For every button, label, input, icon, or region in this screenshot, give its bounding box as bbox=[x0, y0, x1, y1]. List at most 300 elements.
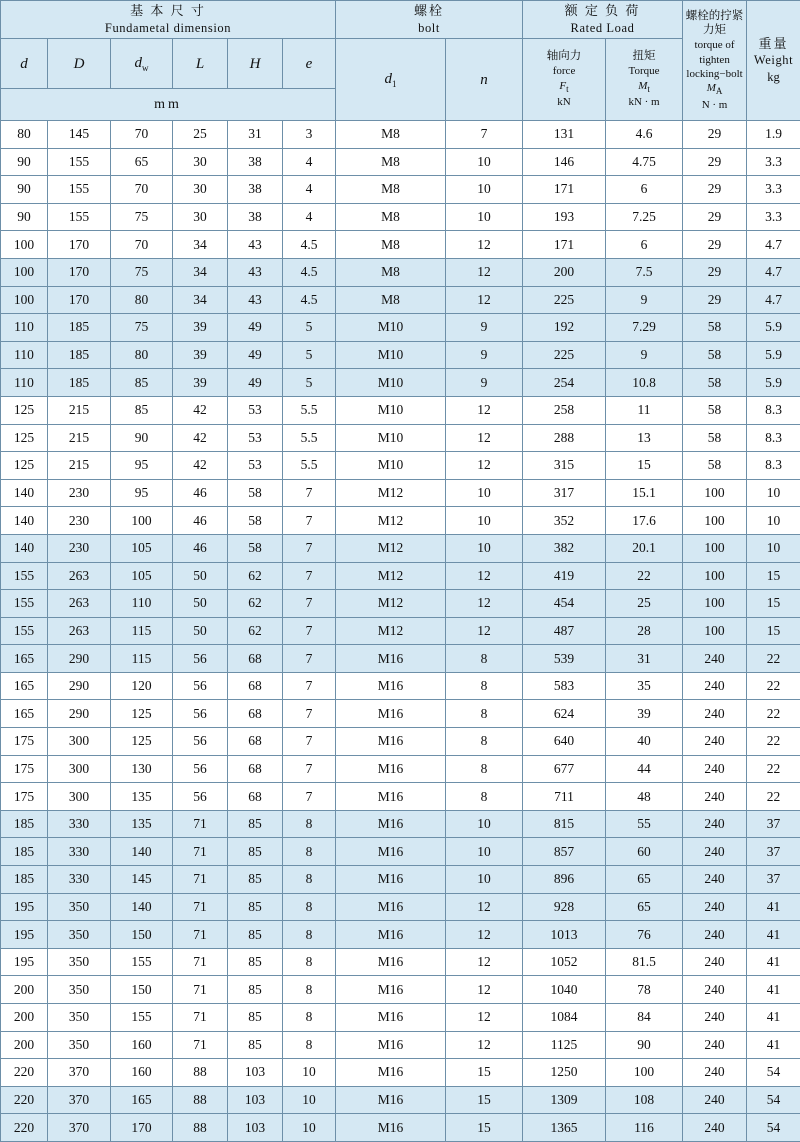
cell-weight: 41 bbox=[747, 948, 800, 976]
cell-n: 12 bbox=[446, 1004, 523, 1032]
cell-dw: 85 bbox=[111, 396, 173, 424]
cell-force: 1250 bbox=[523, 1059, 606, 1087]
cell-L: 71 bbox=[173, 976, 228, 1004]
cell-torque: 39 bbox=[606, 700, 683, 728]
header-col-torque-sym-letter: M bbox=[638, 80, 647, 92]
cell-n: 10 bbox=[446, 176, 523, 204]
cell-d1: M16 bbox=[336, 1031, 446, 1059]
table-row bbox=[1, 562, 800, 590]
cell-D: 370 bbox=[48, 1086, 111, 1114]
cell-dw: 155 bbox=[111, 948, 173, 976]
header-col-force-sym-letter: F bbox=[559, 80, 566, 92]
header-col-d bbox=[1, 39, 48, 89]
cell-D: 350 bbox=[48, 893, 111, 921]
cell-torque: 35 bbox=[606, 672, 683, 700]
cell-weight: 54 bbox=[747, 1059, 800, 1087]
cell-force: 624 bbox=[523, 700, 606, 728]
cell-force: 896 bbox=[523, 866, 606, 894]
cell-bolt_torque: 29 bbox=[683, 121, 747, 149]
cell-bolt_torque: 100 bbox=[683, 479, 747, 507]
cell-L: 71 bbox=[173, 948, 228, 976]
cell-weight: 8.3 bbox=[747, 424, 800, 452]
cell-d1: M8 bbox=[336, 203, 446, 231]
cell-weight: 41 bbox=[747, 921, 800, 949]
cell-d1: M8 bbox=[336, 176, 446, 204]
cell-bolt_torque: 240 bbox=[683, 755, 747, 783]
cell-dw: 75 bbox=[111, 314, 173, 342]
header-symbol-row bbox=[1, 39, 800, 89]
cell-H: 85 bbox=[228, 838, 283, 866]
cell-weight: 15 bbox=[747, 562, 800, 590]
cell-d1: M10 bbox=[336, 369, 446, 397]
cell-d1: M16 bbox=[336, 921, 446, 949]
cell-weight: 37 bbox=[747, 866, 800, 894]
cell-H: 85 bbox=[228, 1031, 283, 1059]
header-bolt-torque-en2: tighten bbox=[683, 53, 746, 67]
cell-dw: 75 bbox=[111, 203, 173, 231]
cell-n: 8 bbox=[446, 755, 523, 783]
cell-bolt_torque: 240 bbox=[683, 1004, 747, 1032]
cell-D: 300 bbox=[48, 783, 111, 811]
cell-dw: 165 bbox=[111, 1086, 173, 1114]
cell-weight: 8.3 bbox=[747, 396, 800, 424]
cell-e: 10 bbox=[283, 1086, 336, 1114]
cell-n: 8 bbox=[446, 783, 523, 811]
cell-d1: M12 bbox=[336, 479, 446, 507]
cell-e: 7 bbox=[283, 783, 336, 811]
cell-torque: 4.75 bbox=[606, 148, 683, 176]
header-col-dw-label bbox=[135, 55, 149, 71]
cell-n: 15 bbox=[446, 1086, 523, 1114]
cell-dw: 65 bbox=[111, 148, 173, 176]
cell-torque: 31 bbox=[606, 645, 683, 673]
cell-D: 263 bbox=[48, 562, 111, 590]
cell-torque: 6 bbox=[606, 176, 683, 204]
cell-D: 145 bbox=[48, 121, 111, 149]
table-row bbox=[1, 948, 800, 976]
cell-D: 330 bbox=[48, 866, 111, 894]
cell-e: 4 bbox=[283, 176, 336, 204]
cell-torque: 15.1 bbox=[606, 479, 683, 507]
cell-H: 85 bbox=[228, 866, 283, 894]
cell-force: 225 bbox=[523, 341, 606, 369]
cell-bolt_torque: 29 bbox=[683, 176, 747, 204]
table-row bbox=[1, 148, 800, 176]
table-row bbox=[1, 921, 800, 949]
cell-force: 193 bbox=[523, 203, 606, 231]
cell-n: 12 bbox=[446, 893, 523, 921]
cell-torque: 78 bbox=[606, 976, 683, 1004]
cell-bolt_torque: 240 bbox=[683, 866, 747, 894]
cell-e: 7 bbox=[283, 479, 336, 507]
cell-force: 146 bbox=[523, 148, 606, 176]
cell-L: 30 bbox=[173, 176, 228, 204]
cell-n: 12 bbox=[446, 617, 523, 645]
table-row bbox=[1, 755, 800, 783]
header-col-dw bbox=[111, 39, 173, 89]
cell-L: 30 bbox=[173, 148, 228, 176]
header-bolt-torque-unit: N · m bbox=[683, 98, 746, 112]
cell-L: 39 bbox=[173, 341, 228, 369]
cell-e: 8 bbox=[283, 866, 336, 894]
cell-H: 85 bbox=[228, 948, 283, 976]
header-col-dw-sub: w bbox=[142, 63, 149, 73]
cell-weight: 3.3 bbox=[747, 176, 800, 204]
cell-d: 140 bbox=[1, 507, 48, 535]
cell-H: 68 bbox=[228, 672, 283, 700]
cell-torque: 55 bbox=[606, 810, 683, 838]
cell-L: 88 bbox=[173, 1114, 228, 1142]
cell-bolt_torque: 100 bbox=[683, 562, 747, 590]
cell-e: 7 bbox=[283, 672, 336, 700]
cell-bolt_torque: 240 bbox=[683, 728, 747, 756]
cell-weight: 54 bbox=[747, 1086, 800, 1114]
cell-torque: 25 bbox=[606, 590, 683, 618]
cell-e: 7 bbox=[283, 755, 336, 783]
header-col-e bbox=[283, 39, 336, 89]
cell-torque: 9 bbox=[606, 341, 683, 369]
header-group-rated-load bbox=[523, 1, 683, 39]
cell-torque: 76 bbox=[606, 921, 683, 949]
cell-weight: 3.3 bbox=[747, 148, 800, 176]
cell-torque: 9 bbox=[606, 286, 683, 314]
cell-torque: 44 bbox=[606, 755, 683, 783]
cell-weight: 4.7 bbox=[747, 286, 800, 314]
cell-d: 125 bbox=[1, 424, 48, 452]
cell-d: 195 bbox=[1, 893, 48, 921]
cell-n: 12 bbox=[446, 258, 523, 286]
cell-e: 7 bbox=[283, 617, 336, 645]
cell-H: 85 bbox=[228, 976, 283, 1004]
cell-e: 7 bbox=[283, 562, 336, 590]
header-col-d1-label bbox=[385, 71, 397, 87]
cell-bolt_torque: 240 bbox=[683, 893, 747, 921]
cell-H: 62 bbox=[228, 562, 283, 590]
table-row bbox=[1, 424, 800, 452]
cell-D: 155 bbox=[48, 148, 111, 176]
cell-H: 68 bbox=[228, 700, 283, 728]
cell-L: 34 bbox=[173, 231, 228, 259]
cell-e: 7 bbox=[283, 590, 336, 618]
header-group-rated-load-cn: 额 定 负 荷 bbox=[523, 2, 682, 20]
header-weight-en: Weight bbox=[747, 52, 800, 69]
cell-D: 263 bbox=[48, 617, 111, 645]
cell-n: 12 bbox=[446, 286, 523, 314]
cell-bolt_torque: 100 bbox=[683, 507, 747, 535]
cell-dw: 150 bbox=[111, 976, 173, 1004]
cell-d: 125 bbox=[1, 396, 48, 424]
cell-n: 12 bbox=[446, 231, 523, 259]
cell-L: 39 bbox=[173, 369, 228, 397]
cell-bolt_torque: 100 bbox=[683, 534, 747, 562]
header-col-torque-cn: 扭矩 bbox=[606, 49, 682, 64]
cell-d1: M8 bbox=[336, 121, 446, 149]
cell-dw: 125 bbox=[111, 728, 173, 756]
cell-H: 38 bbox=[228, 176, 283, 204]
cell-d: 125 bbox=[1, 452, 48, 480]
cell-d: 90 bbox=[1, 203, 48, 231]
cell-force: 1365 bbox=[523, 1114, 606, 1142]
cell-d1: M16 bbox=[336, 645, 446, 673]
cell-force: 928 bbox=[523, 893, 606, 921]
cell-H: 38 bbox=[228, 203, 283, 231]
cell-dw: 90 bbox=[111, 424, 173, 452]
cell-n: 10 bbox=[446, 203, 523, 231]
header-col-L-label: L bbox=[196, 56, 204, 72]
cell-d1: M12 bbox=[336, 507, 446, 535]
cell-e: 5.5 bbox=[283, 396, 336, 424]
cell-d1: M16 bbox=[336, 1086, 446, 1114]
cell-weight: 1.9 bbox=[747, 121, 800, 149]
cell-H: 103 bbox=[228, 1114, 283, 1142]
cell-force: 382 bbox=[523, 534, 606, 562]
cell-d: 100 bbox=[1, 286, 48, 314]
cell-weight: 41 bbox=[747, 976, 800, 1004]
cell-weight: 37 bbox=[747, 810, 800, 838]
cell-dw: 140 bbox=[111, 893, 173, 921]
cell-force: 1309 bbox=[523, 1086, 606, 1114]
cell-n: 10 bbox=[446, 479, 523, 507]
header-col-torque-unit: kN · m bbox=[606, 95, 682, 109]
cell-L: 71 bbox=[173, 1031, 228, 1059]
header-col-D bbox=[48, 39, 111, 89]
cell-torque: 108 bbox=[606, 1086, 683, 1114]
cell-force: 352 bbox=[523, 507, 606, 535]
cell-dw: 85 bbox=[111, 369, 173, 397]
cell-D: 170 bbox=[48, 231, 111, 259]
cell-e: 4 bbox=[283, 148, 336, 176]
cell-weight: 15 bbox=[747, 590, 800, 618]
cell-L: 71 bbox=[173, 838, 228, 866]
table-row bbox=[1, 396, 800, 424]
cell-torque: 4.6 bbox=[606, 121, 683, 149]
cell-L: 56 bbox=[173, 728, 228, 756]
header-group-fundamental bbox=[1, 1, 336, 39]
cell-n: 8 bbox=[446, 728, 523, 756]
header-bolt-torque-cn2: 力矩 bbox=[683, 23, 746, 38]
header-group-fundamental-cn: 基 本 尺 寸 bbox=[1, 2, 335, 20]
cell-dw: 160 bbox=[111, 1031, 173, 1059]
cell-weight: 41 bbox=[747, 893, 800, 921]
table-row bbox=[1, 341, 800, 369]
cell-d: 140 bbox=[1, 534, 48, 562]
cell-bolt_torque: 240 bbox=[683, 645, 747, 673]
cell-d1: M16 bbox=[336, 866, 446, 894]
cell-D: 263 bbox=[48, 590, 111, 618]
cell-weight: 4.7 bbox=[747, 231, 800, 259]
header-weight-cn: 重量 bbox=[747, 35, 800, 53]
cell-D: 155 bbox=[48, 203, 111, 231]
cell-bolt_torque: 240 bbox=[683, 1031, 747, 1059]
header-col-d1-letter: d bbox=[385, 71, 393, 87]
cell-e: 10 bbox=[283, 1114, 336, 1142]
cell-D: 370 bbox=[48, 1114, 111, 1142]
cell-e: 8 bbox=[283, 1004, 336, 1032]
cell-n: 9 bbox=[446, 341, 523, 369]
cell-d1: M8 bbox=[336, 286, 446, 314]
cell-bolt_torque: 100 bbox=[683, 590, 747, 618]
cell-d1: M12 bbox=[336, 617, 446, 645]
cell-bolt_torque: 58 bbox=[683, 396, 747, 424]
cell-L: 50 bbox=[173, 617, 228, 645]
cell-dw: 115 bbox=[111, 617, 173, 645]
cell-n: 10 bbox=[446, 838, 523, 866]
cell-n: 12 bbox=[446, 948, 523, 976]
cell-weight: 8.3 bbox=[747, 452, 800, 480]
cell-e: 5 bbox=[283, 369, 336, 397]
cell-weight: 41 bbox=[747, 1004, 800, 1032]
cell-d: 175 bbox=[1, 783, 48, 811]
cell-torque: 17.6 bbox=[606, 507, 683, 535]
cell-dw: 135 bbox=[111, 810, 173, 838]
cell-bolt_torque: 58 bbox=[683, 369, 747, 397]
header-col-n-label: n bbox=[480, 72, 488, 88]
cell-D: 215 bbox=[48, 396, 111, 424]
cell-d1: M10 bbox=[336, 396, 446, 424]
cell-L: 71 bbox=[173, 893, 228, 921]
cell-e: 7 bbox=[283, 645, 336, 673]
header-col-torque bbox=[606, 39, 683, 121]
cell-H: 85 bbox=[228, 1004, 283, 1032]
cell-torque: 13 bbox=[606, 424, 683, 452]
cell-force: 288 bbox=[523, 424, 606, 452]
cell-D: 230 bbox=[48, 479, 111, 507]
cell-H: 53 bbox=[228, 452, 283, 480]
cell-n: 12 bbox=[446, 921, 523, 949]
cell-D: 185 bbox=[48, 369, 111, 397]
cell-d1: M16 bbox=[336, 838, 446, 866]
cell-force: 640 bbox=[523, 728, 606, 756]
cell-dw: 160 bbox=[111, 1059, 173, 1087]
cell-L: 39 bbox=[173, 314, 228, 342]
table-row bbox=[1, 700, 800, 728]
cell-d: 200 bbox=[1, 976, 48, 1004]
cell-d1: M16 bbox=[336, 810, 446, 838]
cell-D: 350 bbox=[48, 948, 111, 976]
cell-H: 68 bbox=[228, 728, 283, 756]
cell-weight: 22 bbox=[747, 645, 800, 673]
cell-force: 258 bbox=[523, 396, 606, 424]
cell-L: 56 bbox=[173, 672, 228, 700]
cell-e: 5 bbox=[283, 314, 336, 342]
cell-H: 49 bbox=[228, 369, 283, 397]
cell-d: 110 bbox=[1, 314, 48, 342]
cell-e: 3 bbox=[283, 121, 336, 149]
cell-force: 1125 bbox=[523, 1031, 606, 1059]
cell-D: 330 bbox=[48, 838, 111, 866]
cell-bolt_torque: 240 bbox=[683, 700, 747, 728]
header-col-torque-sym-sub: t bbox=[647, 84, 650, 94]
table-row bbox=[1, 479, 800, 507]
header-group-bolt bbox=[336, 1, 523, 39]
cell-D: 170 bbox=[48, 286, 111, 314]
cell-D: 350 bbox=[48, 976, 111, 1004]
cell-L: 71 bbox=[173, 921, 228, 949]
cell-torque: 7.5 bbox=[606, 258, 683, 286]
cell-H: 103 bbox=[228, 1059, 283, 1087]
cell-torque: 7.29 bbox=[606, 314, 683, 342]
header-col-n bbox=[446, 39, 523, 121]
cell-d: 195 bbox=[1, 921, 48, 949]
cell-d: 185 bbox=[1, 810, 48, 838]
cell-torque: 40 bbox=[606, 728, 683, 756]
cell-D: 230 bbox=[48, 534, 111, 562]
header-col-force bbox=[523, 39, 606, 121]
cell-weight: 5.9 bbox=[747, 314, 800, 342]
cell-H: 58 bbox=[228, 534, 283, 562]
cell-bolt_torque: 240 bbox=[683, 921, 747, 949]
cell-d: 185 bbox=[1, 838, 48, 866]
cell-dw: 145 bbox=[111, 866, 173, 894]
cell-weight: 22 bbox=[747, 700, 800, 728]
cell-weight: 10 bbox=[747, 507, 800, 535]
cell-dw: 130 bbox=[111, 755, 173, 783]
cell-bolt_torque: 29 bbox=[683, 231, 747, 259]
cell-L: 56 bbox=[173, 700, 228, 728]
table-row bbox=[1, 534, 800, 562]
cell-e: 4.5 bbox=[283, 286, 336, 314]
table-row bbox=[1, 203, 800, 231]
cell-torque: 10.8 bbox=[606, 369, 683, 397]
cell-H: 58 bbox=[228, 507, 283, 535]
header-group-rated-load-en: Rated Load bbox=[523, 20, 682, 37]
cell-torque: 65 bbox=[606, 866, 683, 894]
cell-L: 34 bbox=[173, 258, 228, 286]
table-row bbox=[1, 590, 800, 618]
cell-force: 677 bbox=[523, 755, 606, 783]
cell-bolt_torque: 240 bbox=[683, 810, 747, 838]
cell-H: 58 bbox=[228, 479, 283, 507]
cell-H: 85 bbox=[228, 810, 283, 838]
cell-d1: M8 bbox=[336, 258, 446, 286]
table-row bbox=[1, 617, 800, 645]
cell-e: 10 bbox=[283, 1059, 336, 1087]
cell-n: 12 bbox=[446, 590, 523, 618]
table-row bbox=[1, 314, 800, 342]
cell-e: 7 bbox=[283, 534, 336, 562]
cell-force: 171 bbox=[523, 231, 606, 259]
cell-d: 155 bbox=[1, 590, 48, 618]
header-unit-mm: mm bbox=[1, 89, 336, 121]
cell-n: 12 bbox=[446, 562, 523, 590]
header-col-L bbox=[173, 39, 228, 89]
cell-force: 315 bbox=[523, 452, 606, 480]
header-bolt-torque-sym-sub: A bbox=[716, 86, 723, 96]
cell-dw: 105 bbox=[111, 534, 173, 562]
cell-force: 171 bbox=[523, 176, 606, 204]
cell-H: 43 bbox=[228, 286, 283, 314]
cell-dw: 70 bbox=[111, 176, 173, 204]
header-bolt-torque bbox=[683, 1, 747, 121]
cell-L: 46 bbox=[173, 479, 228, 507]
cell-L: 56 bbox=[173, 755, 228, 783]
cell-weight: 15 bbox=[747, 617, 800, 645]
table-row bbox=[1, 176, 800, 204]
cell-dw: 125 bbox=[111, 700, 173, 728]
header-col-H bbox=[228, 39, 283, 89]
cell-e: 4 bbox=[283, 203, 336, 231]
cell-d1: M12 bbox=[336, 562, 446, 590]
cell-d: 220 bbox=[1, 1114, 48, 1142]
cell-d1: M8 bbox=[336, 231, 446, 259]
table-row bbox=[1, 369, 800, 397]
cell-bolt_torque: 29 bbox=[683, 203, 747, 231]
cell-torque: 100 bbox=[606, 1059, 683, 1087]
cell-weight: 22 bbox=[747, 672, 800, 700]
cell-n: 10 bbox=[446, 810, 523, 838]
cell-n: 12 bbox=[446, 1031, 523, 1059]
cell-torque: 7.25 bbox=[606, 203, 683, 231]
